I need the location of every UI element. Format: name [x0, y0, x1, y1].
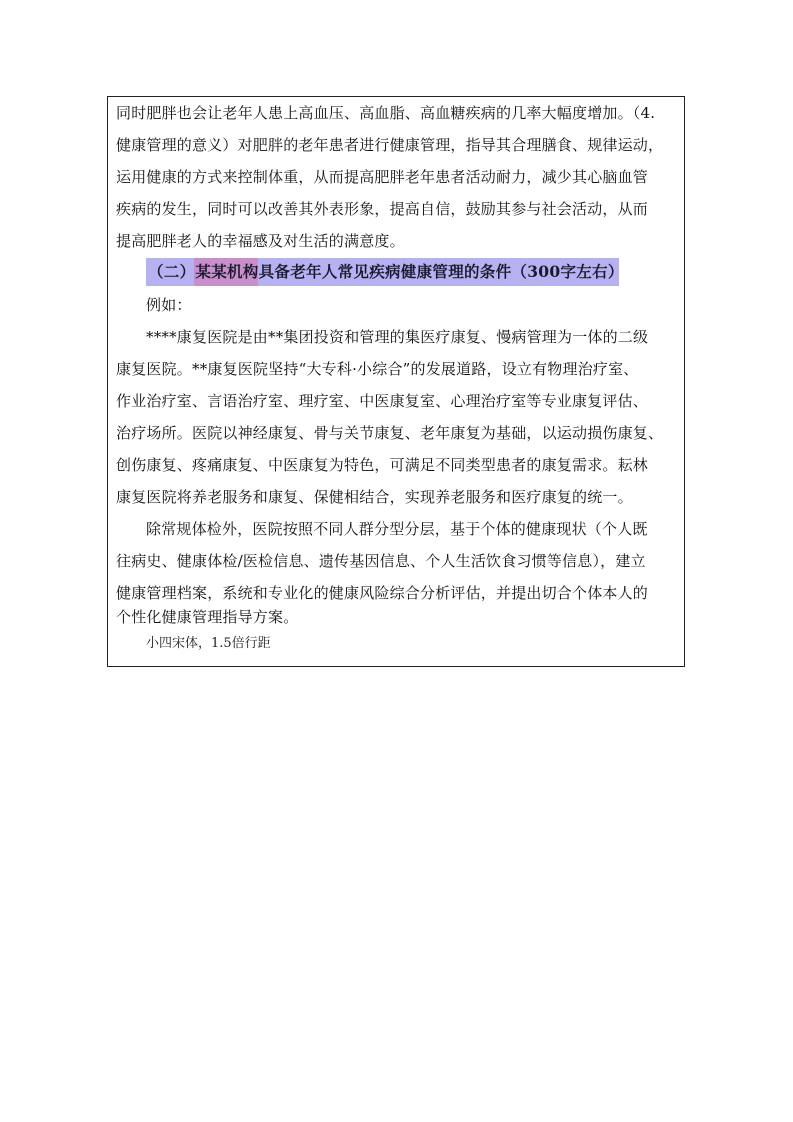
format-note: 小四宋体，1.5倍行距 — [146, 636, 271, 651]
paragraph1-line-4: 疾病的发生，同时可以改善其外表形象，提高自信，鼓励其参与社会活动，从而 — [116, 200, 649, 218]
paragraph3-line-1: 除常规体检外，医院按照不同人群分型分层，基于个体的健康现状（个人既 — [146, 520, 648, 538]
paragraph3-line-4: 个性化健康管理指导方案。 — [116, 608, 299, 626]
paragraph2-line-5: 创伤康复、疼痛康复、中医康复为特色，可满足不同类型患者的康复需求。耘林 — [116, 456, 649, 474]
paragraph1-line-2: 健康管理的意义）对肥胖的老年患者进行健康管理，指导其合理膳食、规律运动， — [116, 136, 664, 154]
paragraph2-line-2: 康复医院。**康复医院坚持“大专科·小综合”的发展道路，设立有物理治疗室、 — [116, 360, 639, 378]
paragraph1-line-3: 运用健康的方式来控制体重，从而提高肥胖老年患者活动耐力，减少其心脑血管 — [116, 168, 649, 186]
paragraph1-line-5: 提高肥胖老人的幸福感及对生活的满意度。 — [116, 232, 405, 250]
section-heading: （二）某某机构具备老年人常见疾病健康管理的条件（300字左右） — [148, 262, 624, 281]
paragraph2-line-1: ****康复医院是由**集团投资和管理的集医疗康复、慢病管理为一体的二级 — [146, 328, 649, 346]
paragraph1-line-1: 同时肥胖也会让老年人患上高血压、高血脂、高血糖疾病的几率大幅度增加。（4. — [116, 104, 656, 122]
paragraph3-line-2: 往病史、健康体检/医检信息、遗传基因信息、个人生活饮食习惯等信息），建立 — [116, 552, 646, 570]
paragraph2-line-4: 治疗场所。医院以神经康复、骨与关节康复、老年康复为基础，以运动损伤康复、 — [116, 424, 664, 442]
example-label: 例如： — [146, 296, 192, 314]
paragraph3-line-3: 健康管理档案，系统和专业化的健康风险综合分析评估，并提出切合个体本人的 — [116, 584, 649, 602]
paragraph2-line-3: 作业治疗室、言语治疗室、理疗室、中医康复室、心理治疗室等专业康复评估、 — [116, 392, 649, 410]
paragraph2-line-6: 康复医院将养老服务和康复、保健相结合，实现养老服务和医疗康复的统一。 — [116, 488, 633, 506]
